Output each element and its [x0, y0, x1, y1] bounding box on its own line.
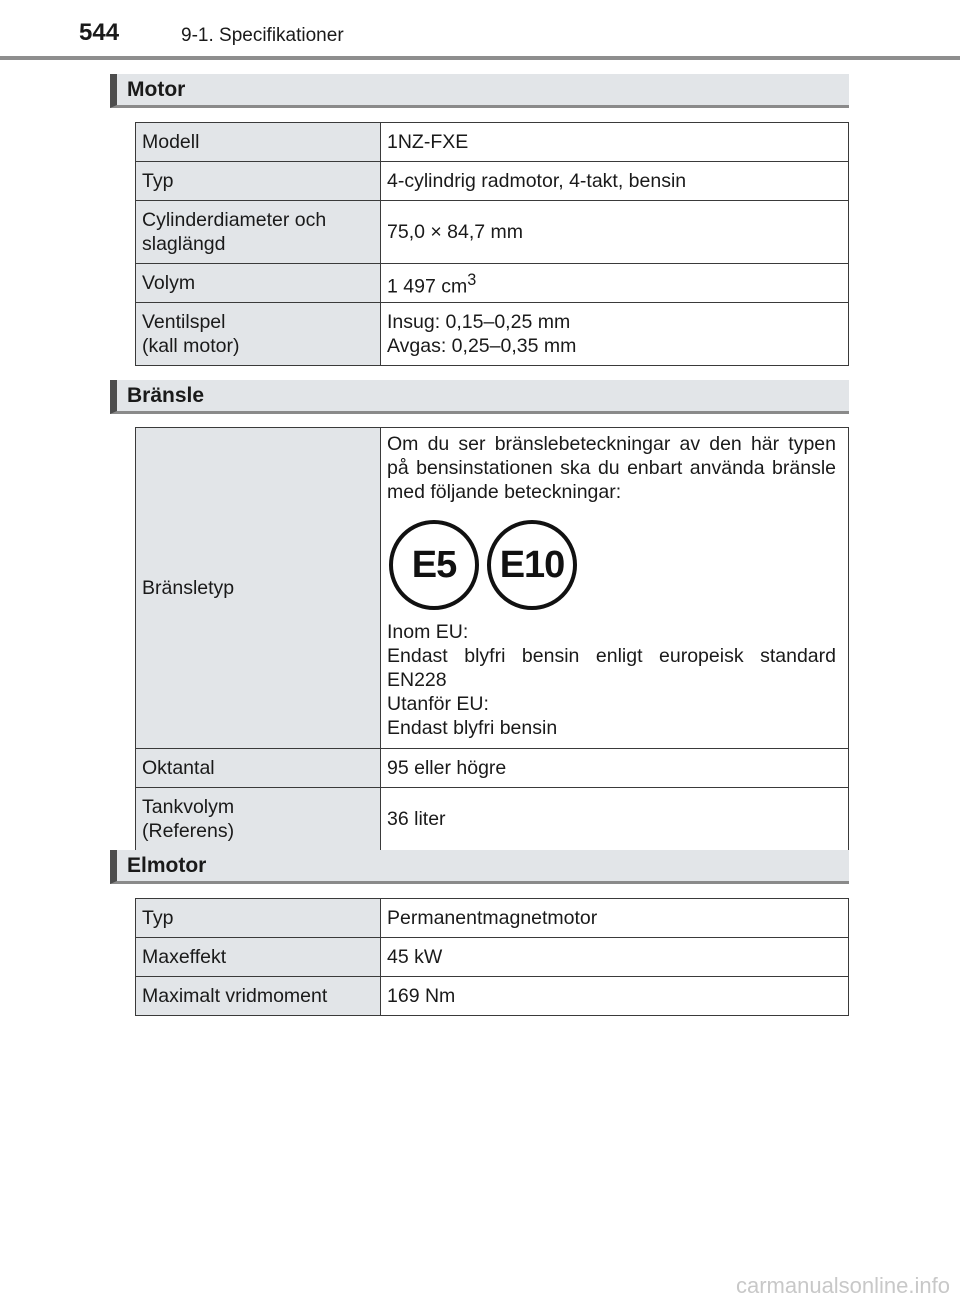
spec-label-line: slaglängd — [142, 233, 226, 255]
fuel-text-line: Utanför EU: — [387, 693, 489, 715]
spec-label-line: Ventilspel — [142, 311, 226, 333]
spec-value: 36 liter — [381, 788, 849, 851]
section-header-electric-motor: Elmotor — [110, 850, 849, 884]
fuel-text-line: Inom EU: — [387, 621, 469, 643]
spec-value: Permanentmagnetmotor — [381, 899, 849, 938]
e5-fuel-label-icon: E5 — [389, 520, 479, 610]
spec-value: 45 kW — [381, 938, 849, 977]
spec-value: 75,0 × 84,7 mm — [381, 201, 849, 264]
spec-label-line: (Referens) — [142, 820, 235, 842]
spec-label — [136, 788, 381, 851]
volume-unit-exponent: 3 — [467, 270, 477, 289]
table-row — [136, 428, 849, 749]
spec-label — [136, 201, 381, 264]
fuel-logos — [389, 520, 836, 610]
table-row — [136, 788, 849, 851]
table-row — [136, 264, 849, 303]
chapter-title: 9-1. Specifikationer — [181, 25, 344, 46]
page-number: 544 — [79, 19, 120, 46]
spec-value-line: Insug: 0,15–0,25 mm — [387, 311, 571, 333]
spec-value-line: Avgas: 0,25–0,35 mm — [387, 335, 577, 357]
spec-value — [381, 303, 849, 366]
fuel-type-description — [381, 428, 849, 749]
section-header-fuel: Bränsle — [110, 380, 849, 414]
spec-label: Maximalt vridmoment — [136, 977, 381, 1016]
spec-label-line: (kall motor) — [142, 335, 240, 357]
spec-value: 169 Nm — [381, 977, 849, 1016]
electric-motor-spec-table — [135, 898, 849, 1016]
fuel-text-line: Endast blyfri bensin — [387, 717, 558, 739]
page-header — [0, 0, 960, 60]
table-row — [136, 303, 849, 366]
spec-label: Typ — [136, 899, 381, 938]
spec-value — [381, 264, 849, 303]
watermark-text: carmanualsonline.info — [735, 1273, 950, 1298]
spec-label — [136, 303, 381, 366]
table-row — [136, 749, 849, 788]
motor-spec-table — [135, 122, 849, 366]
header-rule — [0, 56, 960, 60]
fuel-spec-table — [135, 427, 849, 851]
spec-label: Bränsletyp — [136, 428, 381, 749]
fuel-intro-text: Om du ser bränslebeteckningar av den här typen på bensinstationen ska du enbart använda bränsle med följande beteckningar: — [387, 433, 836, 503]
table-row — [136, 123, 849, 162]
spec-value: 1NZ-FXE — [381, 123, 849, 162]
spec-label: Typ — [136, 162, 381, 201]
spec-label-line: Cylinderdiameter och — [142, 209, 327, 231]
spec-value: 4-cylindrig radmotor, 4-takt, bensin — [381, 162, 849, 201]
spec-label-line: Tankvolym — [142, 796, 235, 818]
table-row — [136, 899, 849, 938]
e10-fuel-label-icon: E10 — [487, 520, 577, 610]
table-row — [136, 162, 849, 201]
spec-value: 95 eller högre — [381, 749, 849, 788]
spec-label: Oktantal — [136, 749, 381, 788]
table-row — [136, 977, 849, 1016]
spec-label: Volym — [136, 264, 381, 303]
table-row — [136, 938, 849, 977]
spec-label: Modell — [136, 123, 381, 162]
fuel-text-line: Endast blyfri bensin enligt europeisk standard — [387, 645, 836, 667]
fuel-text-line: EN228 — [387, 669, 447, 691]
table-row — [136, 201, 849, 264]
section-header-motor: Motor — [110, 74, 849, 108]
volume-value: 1 497 cm — [387, 275, 468, 298]
spec-label: Maxeffekt — [136, 938, 381, 977]
